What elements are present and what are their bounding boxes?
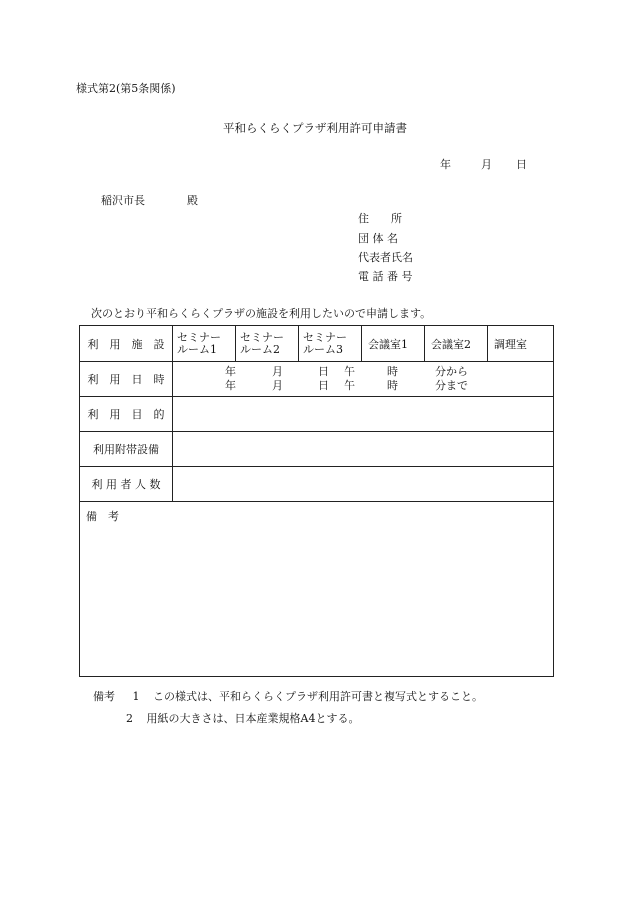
facility-seminar-2[interactable] [236,326,299,362]
to-minute: 分まで [435,379,468,392]
date-month: 月 [481,158,492,171]
from-minute: 分から [435,365,468,378]
addressee-honorific: 殿 [187,194,198,207]
facility-seminar-2-line2: ルーム2 [240,342,280,356]
application-table [79,325,554,677]
application-date [440,156,527,172]
facility-seminar-3-line1: セミナー [303,330,347,344]
note-2 [93,708,483,730]
equipment-row [80,432,554,467]
facility-meeting-room-2[interactable]: 会議室2 [425,326,488,362]
people-field[interactable] [173,467,554,502]
applicant-phone-label: 電 話 番 号 [358,270,413,283]
facility-seminar-3-line2: ルーム3 [303,342,343,356]
from-month: 月 [272,365,283,378]
applicant-group-label: 団 体 名 [358,232,398,245]
form-number: 様式第2(第5条関係) [76,82,176,95]
facility-label: 利 用 施 設 [80,326,173,362]
note-1-number: 1 [132,690,140,703]
facility-meeting-room-1[interactable]: 会議室1 [362,326,425,362]
document-title: 平和らくらくプラザ利用許可申請書 [223,121,407,135]
note-1-text: この様式は、平和らくらくプラザ利用許可書と複写式とすること。 [153,690,483,703]
to-ampm: 午 [344,379,355,392]
datetime-row [80,362,554,397]
date-year: 年 [440,158,451,171]
equipment-field[interactable] [173,432,554,467]
to-year: 年 [225,379,236,392]
purpose-row [80,397,554,432]
remarks-row [80,502,554,677]
to-hour: 時 [387,379,398,392]
to-month: 月 [272,379,283,392]
applicant-address-label: 住 所 [358,212,402,225]
purpose-label: 利 用 目 的 [80,397,173,432]
people-label: 利 用 者 人 数 [80,467,173,502]
addressee-name: 稲沢市長 [101,194,145,207]
from-hour: 時 [387,365,398,378]
remarks-field[interactable] [80,502,554,677]
note-1 [93,686,483,708]
from-day: 日 [318,365,329,378]
facility-seminar-1-line1: セミナー [177,330,221,344]
note-2-number: 2 [126,712,133,725]
from-ampm: 午 [344,365,355,378]
equipment-label: 利用附帯設備 [80,432,173,467]
purpose-field[interactable] [173,397,554,432]
notes [93,686,483,730]
facility-cooking-room[interactable]: 調理室 [488,326,554,362]
addressee [101,192,198,208]
facility-seminar-2-line1: セミナー [240,330,284,344]
intro-statement: 次のとおり平和らくらくプラザの施設を利用したいので申請します。 [91,307,432,320]
note-2-text: 用紙の大きさは、日本産業規格A4とする。 [146,712,360,725]
applicant-representative-label: 代表者氏名 [358,251,413,264]
facility-seminar-1[interactable] [173,326,236,362]
to-day: 日 [318,379,329,392]
datetime-field[interactable] [173,362,554,397]
datetime-label: 利 用 日 時 [80,362,173,397]
people-row [80,467,554,502]
facility-seminar-1-line2: ルーム1 [177,342,217,356]
remarks-label: 備 考 [86,510,119,523]
date-day: 日 [516,158,527,171]
facility-row [80,326,554,362]
facility-seminar-3[interactable] [299,326,362,362]
from-year: 年 [225,365,236,378]
notes-heading: 備考 [93,690,115,703]
